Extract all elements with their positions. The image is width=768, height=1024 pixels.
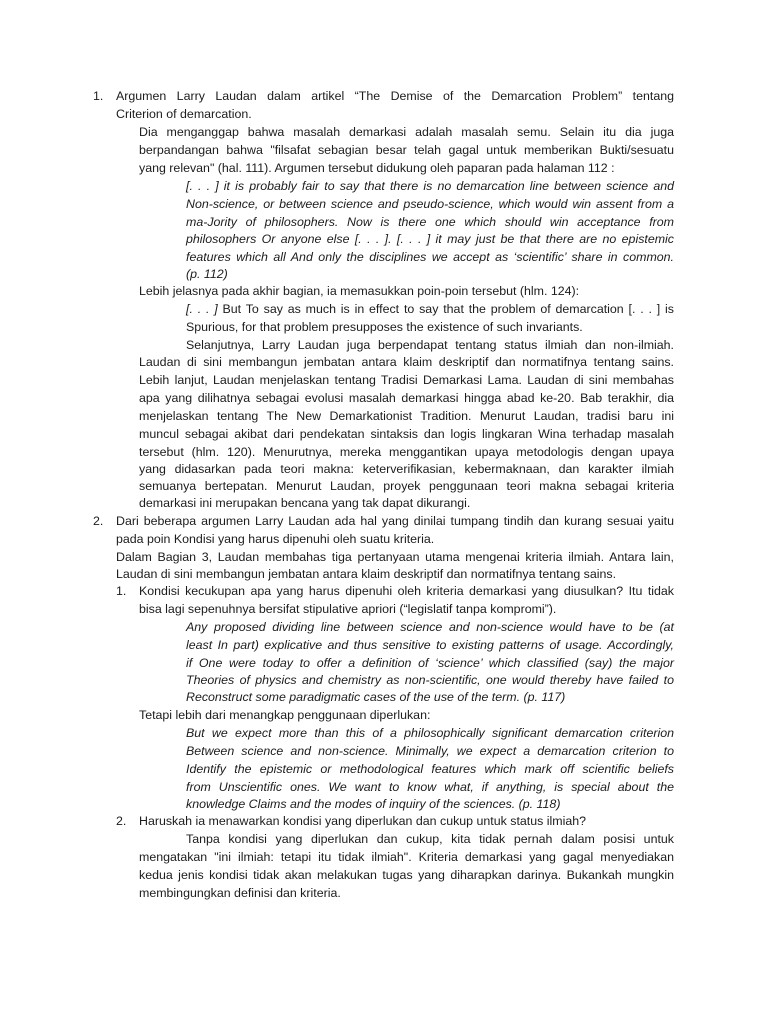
subsection-1-quote2-line: Identify the epistemic or methodological features which mark off scientific beliefs xyxy=(186,762,674,776)
section-2-intro-line: Dalam Bagian 3, Laudan membahas tiga pertanyaan utama mengenai kriteria ilmiah. Antara lain, xyxy=(116,550,674,564)
section-1-paragraph-line: semuanya bertepatan. Menurut Laudan, proyek penggunaan teori makna sebagai kriteria xyxy=(139,479,674,493)
section-1-quote-line: [. . . ] it is probably fair to say that there is no demarcation line between science and xyxy=(186,179,674,193)
section-2-intro-line: Laudan di sini membangun jembatan antara klaim deskriptif dan normatifnya tentang sains. xyxy=(116,567,617,581)
section-2-heading-line: pada poin Kondisi yang harus dipenuhi oleh suatu kriteria. xyxy=(116,532,435,546)
section-1-quote2-line xyxy=(186,300,674,318)
section-1-quote2-line: Spurious, for that problem presupposes the existence of such invariants. xyxy=(186,320,583,334)
subsection-2-line: Haruskah ia menawarkan kondisi yang diperlukan dan cukup untuk status ilmiah? xyxy=(139,814,587,828)
subsection-1-quote-line: Reconstruct some paradigmatic cases of the use of the term. (p. 117) xyxy=(186,690,566,704)
subsection-2-line: Tanpa kondisi yang diperlukan dan cukup, kita tidak pernah dalam posisi untuk xyxy=(186,832,674,846)
subsection-1-quote2-line: from Unscientific ones. We want to know what, if anything, is special about the xyxy=(186,780,674,794)
section-1-quote-line: features which all And only the disciplines we accept as ‘scientific’ share in common. xyxy=(186,250,674,264)
section-1-paragraph-line: Selanjutnya, Larry Laudan juga berpendapat tentang status ilmiah dan non-ilmiah. xyxy=(186,338,674,352)
section-1-paragraph-line: muncul sebagai akibat dari pendekatan sintaksis dan logis lingkaran Wina terhadap masalah xyxy=(139,427,674,441)
subsection-1-number: 1. xyxy=(116,584,127,598)
section-1-paragraph-line: menjelaskan tentang The New Demarkationist Tradition. Menurut Laudan, tradisi baru ini xyxy=(139,409,674,423)
section-1-paragraph-line: Lebih jelasnya pada akhir bagian, ia memasukkan poin-poin tersebut (hlm. 124): xyxy=(139,284,580,298)
quote-ellipsis: [. . . ] xyxy=(186,302,218,316)
section-1-quote-line: Non-science, or between science and pseudo-science, which would win assent from a xyxy=(186,197,674,211)
subsection-1-quote2-line: Between science and non-science. Minimally, we expect a demarcation criterion to xyxy=(186,744,674,758)
subsection-2-line: membingungkan definisi dan kriteria. xyxy=(139,886,341,900)
subsection-1-quote2-line: But we expect more than this of a philosophically significant demarcation criterion xyxy=(186,726,674,740)
section-1-paragraph-line: apa yang dilihatnya sebagai evolusi masalah demarkasi hingga abad ke-20. Bab terakhir, dia xyxy=(139,391,674,405)
section-1-paragraph-line: demarkasi ini merupakan bencana yang tak dapat dikurangi. xyxy=(139,496,471,510)
section-1-quote-citation: (p. 112) xyxy=(186,267,228,281)
section-1-paragraph-line: berpandangan bahwa "filsafat sebagian besar telah gagal untuk memberikan Bukti/sesuatu xyxy=(139,143,674,157)
subsection-1-line: Kondisi kecukupan apa yang harus dipenuhi oleh kriteria demarkasi yang diusulkan? Itu tidak xyxy=(139,584,674,598)
subsection-2-number: 2. xyxy=(116,814,127,828)
quote-text: But To say as much is in effect to say that the problem of demarcation [. . . ] is xyxy=(217,302,674,316)
section-1-paragraph-line: tersebut (hlm. 120). Menurutnya, mereka menggantikan upaya metodologis dengan upaya xyxy=(139,445,674,459)
subsection-1-quote-line: Theories of physics and chemistry as non-scientific, one would thereby have failed to xyxy=(186,673,674,687)
section-1-paragraph-line: Dia menganggap bahwa masalah demarkasi adalah masalah semu. Selain itu dia juga xyxy=(139,125,674,139)
section-1-paragraph-line: yang didasarkan pada teori makna: keterverifikasian, kebermaknaan, dan karakter ilmiah xyxy=(139,462,674,476)
subsection-2-line: mengatakan "ini ilmiah: tetapi itu tidak ilmiah". Kriteria demarkasi yang gagal menyediakan xyxy=(139,850,674,864)
section-1-heading-line: Argumen Larry Laudan dalam artikel “The Demise of the Demarcation Problem” tentang xyxy=(116,89,674,103)
section-1-quote-line: ma-Jority of philosophers. Now is there one which should win acceptance from xyxy=(186,215,674,229)
subsection-1-quote-line: least In part) explicative and thus sensitive to existing patterns of usage. Accordingly, xyxy=(186,638,674,652)
section-1-paragraph-line: Lebih lanjut, Laudan menjelaskan tentang Tradisi Demarkasi Lama. Laudan di sini membahas xyxy=(139,373,674,387)
subsection-1-quote2-line: knowledge Claims and the modes of inquiry of the sciences. (p. 118) xyxy=(186,797,561,811)
section-1-heading-line: Criterion of demarcation. xyxy=(116,107,252,121)
section-1-paragraph-line: yang relevan" (hal. 111). Argumen tersebut didukung oleh paparan pada halaman 112 : xyxy=(139,161,615,175)
section-2-heading-line: Dari beberapa argumen Larry Laudan ada hal yang dinilai tumpang tindih dan kurang sesuai yaitu xyxy=(116,514,674,528)
section-2-number: 2. xyxy=(93,514,104,528)
subsection-1-bridge-line: Tetapi lebih dari menangkap penggunaan diperlukan: xyxy=(139,708,431,722)
section-1-number: 1. xyxy=(93,89,104,103)
subsection-1-line: bisa lagi sepenuhnya bersifat stipulative apriori (“legislatif tanpa kompromi”). xyxy=(139,602,557,616)
section-1-quote-line: philosophers Or anyone else [. . . ]. [. . . ] it may just be that there are no epistemic xyxy=(186,232,674,246)
subsection-1-quote-line: Any proposed dividing line between science and non-science would have to be (at xyxy=(186,620,674,634)
section-1-paragraph-line: Laudan di sini membangun jembatan antara klaim deskriptif dan normatifnya tentang sains. xyxy=(139,355,674,369)
subsection-2-line: kedua jenis kondisi tidak akan melakukan tugas yang diharapkan darinya. Bukankah mungkin xyxy=(139,868,674,882)
subsection-1-quote-line: if One were today to offer a definition of ‘science’ which classified (say) the major xyxy=(186,656,674,670)
